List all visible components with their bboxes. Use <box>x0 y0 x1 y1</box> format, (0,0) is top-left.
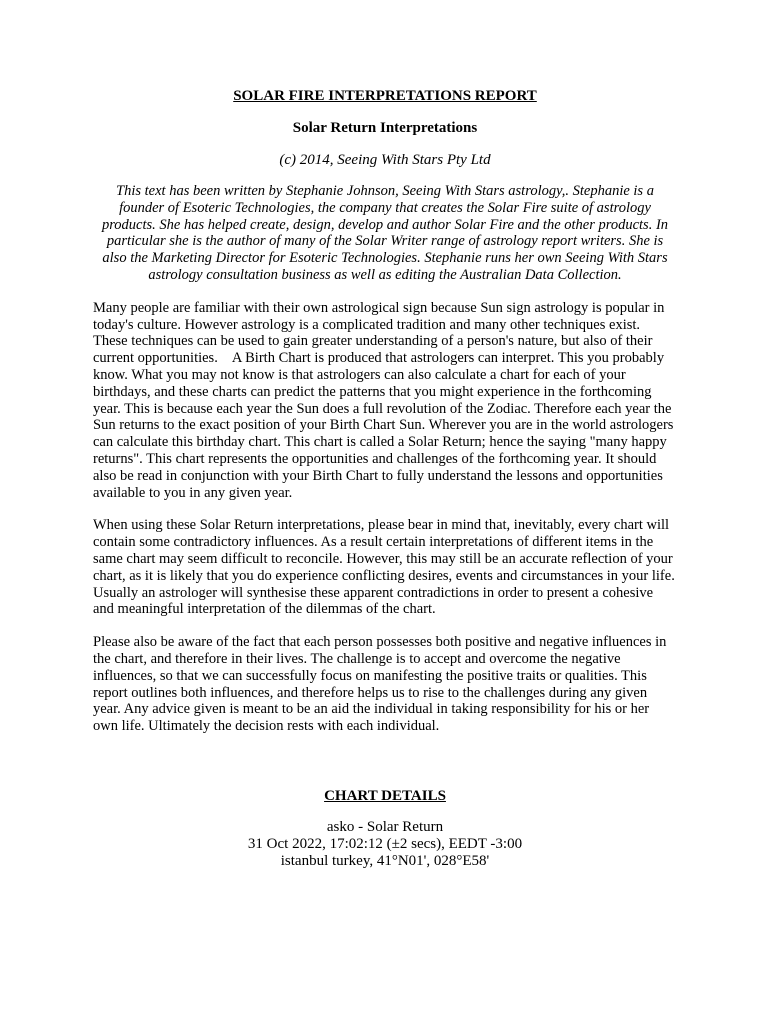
copyright-notice: (c) 2014, Seeing With Stars Pty Ltd <box>279 152 491 168</box>
chart-name: asko - Solar Return <box>326 818 444 835</box>
intro-paragraph-part-1: Many people are familiar with their own astrological sign because Sun sign astrology is popular in today's culture. However astrology is a complicated tradition and many other techniques exist. These techniques can be used to gain greater understanding of a person's nature, but also of their current opportunities. <box>93 299 665 367</box>
chart-details-heading: CHART DETAILS <box>324 787 446 804</box>
report-title: SOLAR FIRE INTERPRETATIONS REPORT <box>233 88 537 104</box>
report-page <box>93 87 677 870</box>
report-subtitle: Solar Return Interpretations <box>292 120 478 136</box>
influences-paragraph: Please also be aware of the fact that each person possesses both positive and negative influences in the chart, and therefore in their lives. The challenge is to accept and overcome the negative influences, so that we can successfully focus on manifesting the positive traits or qualities. This report outlines both influences, and therefore helps us to rise to the challenges during any given year. Any advice given is meant to be an aid the individual in taking responsibility for his or her own life. Ultimately the decision rests with each individual. <box>93 634 667 735</box>
author-note: This text has been written by Stephanie Johnson, Seeing With Stars astrology,. Stephanie is a founder of Esoteric Technologies, the company that creates the Solar Fire suite of astrology products. She has helped create, design, develop and author Solar Fire and the other products. In particular she is the author of many of the Solar Writer range of astrology report writers. She is also the Marketing Director for Esoteric Technologies. Stephanie runs her own Seeing With Stars astrology consultation business as well as editing the Australian Data Collection. <box>101 183 669 283</box>
contradictions-paragraph: When using these Solar Return interpretations, please bear in mind that, inevitably, every chart will contain some contradictory influences. As a result certain interpretations of different items in the same chart may seem difficult to reconcile. However, this may still be an accurate reflection of your chart, as it is likely that you do experience conflicting desires, events and circumstances in your life. Usually an astrologer will synthesise these apparent contradictions in order to present a cohesive and meaningful interpretation of the dilemmas of the chart. <box>93 517 675 618</box>
intro-paragraph-part-2: A Birth Chart is produced that astrologers can interpret. This you probably know. What you may not know is that astrologers can also calculate a chart for each of your birthdays, and these charts can predict the patterns that you might experience in the forthcoming year. This is because each year the Sun does a full revolution of the Zodiac. Therefore each year the Sun returns to the exact position of your Birth Chart Sun. Wherever you are in the world astrologers can calculate this birthday chart. This chart is called a Solar Return; hence the saying "many happy returns". This chart represents the opportunities and challenges of the forthcoming year. It should also be read in conjunction with your Birth Chart to fully understand the lessons and opportunities available to you in any given year. <box>93 350 674 501</box>
chart-datetime: 31 Oct 2022, 17:02:12 (±2 secs), EEDT -3:00 <box>247 835 523 852</box>
intro-paragraph <box>93 300 677 502</box>
chart-location: istanbul turkey, 41°N01', 028°E58' <box>280 852 490 869</box>
